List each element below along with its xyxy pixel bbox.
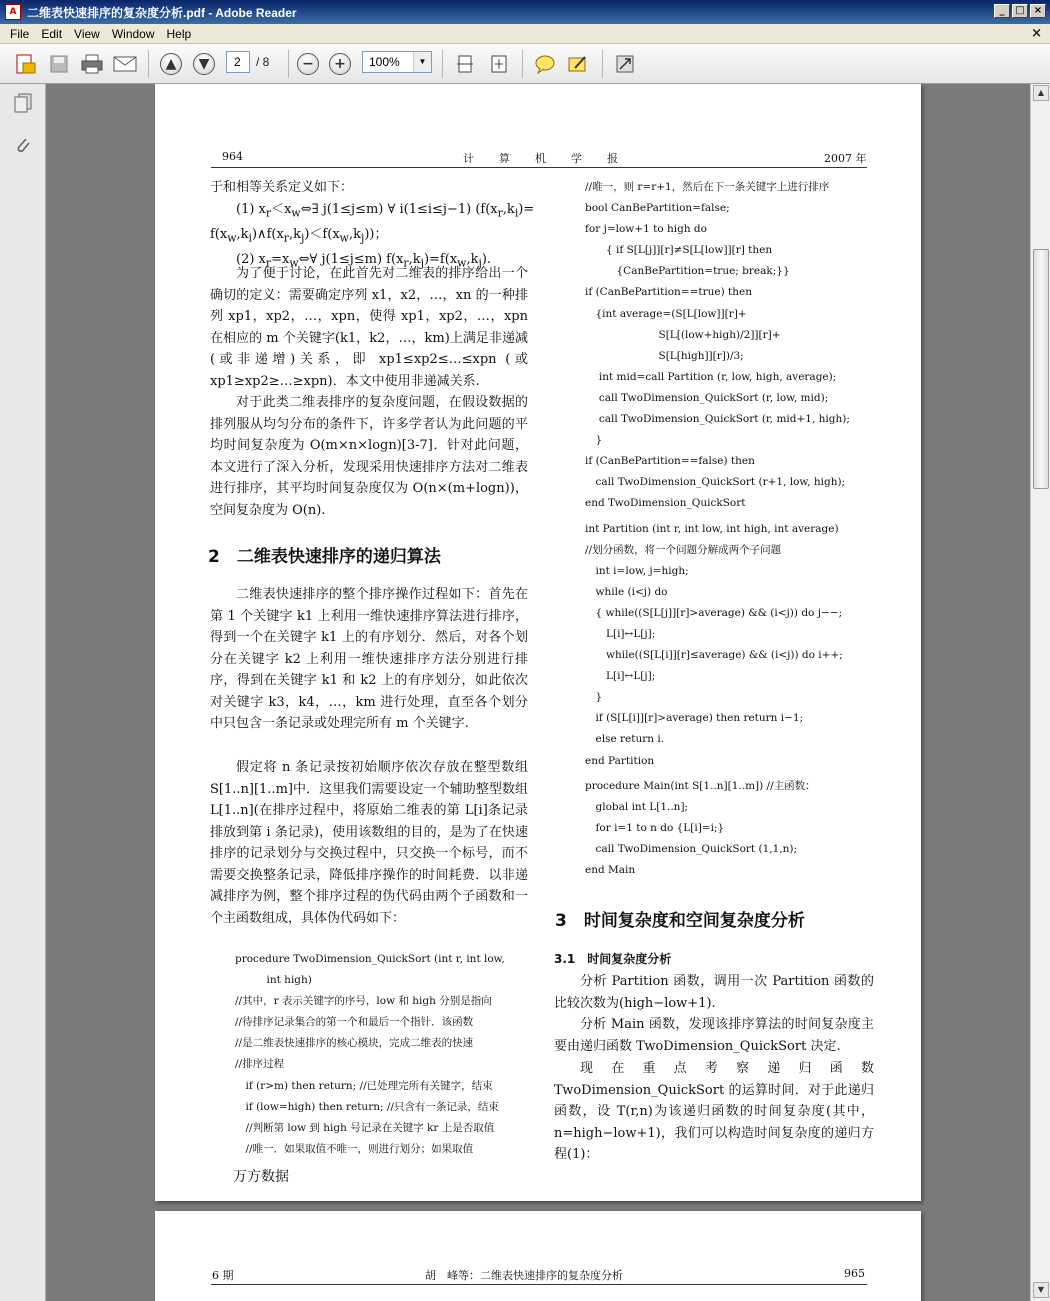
watermark: 万方数据 <box>233 1169 289 1185</box>
menu-window[interactable]: Window <box>111 26 155 41</box>
toolbar <box>0 44 1050 84</box>
code-line: //唯一．如果取值不唯一，则进行划分；如果取值 <box>235 1142 474 1155</box>
page-number-left: 964 <box>222 150 243 163</box>
paragraph: 假定将 n 条记录按初始顺序依次存放在整型数组 S[1..n][1..m]中．这里我们需要设定一个辅助整型数组 L[1..n](在排序过程中，将原始二维表的第 L[i]条记录排放到第 i 条记录)，使用该数组的目的，是为了在快速排序的记录划分与交换过程中，只交换一个标号，而不需要交换整条记录，降低排序操作的时间耗费．以非递减排序为例，整个排序过程的伪代码由两个子函数和一个主函数组成，具体伪代码如下： <box>210 760 528 926</box>
code-line: int mid=call Partition (r, low, high, average); <box>585 370 837 383</box>
code-line: if (r>m) then return; //已处理完所有关键字，结束 <box>235 1079 493 1092</box>
paragraph: 二维表快速排序的整个排序操作过程如下：首先在第 1 个关键字 k1 上利用一维快速排序算法进行排序，得到一个在关键字 k1 上的有序划分．然后，对各个划分在关键字 k2 上利用一维快速排序方法分别进行排序，得到在关键字 k1 和 k2 上的有序划分，如此依次对关键字 k3，k4，…，km 进行处理，直至各个划分中只包含一条记录或处理完所有 m 个关键字. <box>210 587 528 731</box>
menu-file[interactable]: File <box>10 26 30 41</box>
code-line: int high) <box>235 974 312 987</box>
code-line: call TwoDimension_QuickSort (1,1,n); <box>585 842 798 855</box>
navigation-pane <box>0 84 46 1301</box>
fit-page-icon[interactable] <box>486 52 512 76</box>
paragraph: 对于此类二维表排序的复杂度问题，在假设数据的排列服从均匀分布的条件下，许多学者认为此问题的平均时间复杂度为 O(m×n×logn)[3-7]．针对此问题，本文进行了深入分析，发现采用快速排序方法对二维表进行排序，其平均时间复杂度仅为 O(n×(m+logn))，空间复杂度为 O(n). <box>210 395 528 518</box>
code-line: if (CanBePartition==true) then <box>585 286 752 299</box>
code-line: //排序过程 <box>235 1058 285 1071</box>
print-icon[interactable] <box>79 52 105 76</box>
vertical-scrollbar[interactable] <box>1030 84 1050 1301</box>
pages-icon[interactable] <box>12 92 34 114</box>
issue-number: 6 期 <box>212 1269 234 1282</box>
code-line: { while((S[L[j]][r]>average) && (i<j)) do j−−; <box>585 606 843 619</box>
scroll-thumb[interactable] <box>1033 249 1049 489</box>
code-line: //其中，r 表示关键字的序号，low 和 high 分别是指向 <box>235 995 492 1008</box>
text-line: (2) $x_r=x_w\Leftrightarrow\forall$ j(1≤j≤m) $f(x_r,k_j)=f(x_w,k_j)$. <box>210 251 492 270</box>
code-line: for j=low+1 to high do <box>585 223 707 236</box>
fit-width-icon[interactable] <box>452 52 478 76</box>
page-number-right: 965 <box>844 1267 865 1280</box>
highlight-icon[interactable] <box>565 52 591 76</box>
zoom-select[interactable] <box>362 51 432 73</box>
code-line: call TwoDimension_QuickSort (r, low, mid); <box>585 391 829 404</box>
code-line: while((S[L[i]][r]≤average) && (i<j)) do i++; <box>585 649 843 662</box>
paragraph: 为了便于讨论，在此首先对二维表的排序给出一个确切的定义：需要确定序列 x1，x2，…，xn 的一种排列 xp1，xp2，…，xpn，使得 xp1，xp2，…，xpn 在相应的 m 个关键字(k1，k2，…，km)上满足非递减(或非递增)关系，即 xp1≤xp2≤…≤xpn (或 xp1≥xp2≥…≥xpn)．本文中使用非递减关系. <box>210 266 528 389</box>
code-line: S[L[high]][r])/3; <box>585 349 744 362</box>
code-line: } <box>585 691 603 704</box>
code-line: if (CanBePartition==false) then <box>585 455 755 468</box>
code-line: {CanBePartition=true; break;}} <box>585 265 790 278</box>
code-line: else return i. <box>585 733 665 746</box>
left-top-lines <box>210 177 535 274</box>
pdf-icon: A <box>5 4 21 20</box>
code-line: //判断第 low 到 high 号记录在关键字 kr 上是否取值 <box>235 1121 495 1134</box>
minimize-button[interactable]: _ <box>994 4 1010 18</box>
paragraph: 分析 Partition 函数，调用一次 Partition 函数的比较次数为(high−low+1). <box>554 974 874 1011</box>
text-line: 于和相等关系定义如下： <box>210 180 354 195</box>
email-icon[interactable] <box>112 52 138 76</box>
maximize-button[interactable]: □ <box>1012 4 1028 18</box>
code-line: //是二维表快速排序的核心模块，完成二维表的快速 <box>235 1037 474 1050</box>
close-button[interactable]: × <box>1030 4 1046 18</box>
menu-view[interactable]: View <box>74 26 100 41</box>
pdf-page-964 <box>155 84 921 1201</box>
journal-year: 2007 年 <box>824 152 867 165</box>
running-title: 胡 峰等：二维表快速排序的复杂度分析 <box>425 1269 623 1282</box>
journal-title: 计 算 机 学 报 <box>463 152 619 165</box>
code-line: call TwoDimension_QuickSort (r, mid+1, high); <box>585 413 850 426</box>
pdf-page-965 <box>155 1211 921 1301</box>
page-number-input[interactable]: 2 <box>226 51 250 73</box>
section-heading-2: 2 二维表快速排序的递归算法 <box>208 547 441 567</box>
menu-help[interactable]: Help <box>166 26 192 41</box>
code-line: while (i<j) do <box>585 585 668 598</box>
window-title: 二维表快速排序的复杂度分析.pdf - Adobe Reader <box>27 5 297 20</box>
code-line: L[i]↔L[j]; <box>585 670 656 683</box>
code-line: { if S[L[j]][r]≠S[L[low]][r] then <box>585 244 773 257</box>
zoom-value: 100% <box>369 55 400 69</box>
code-line: //待排序记录集合的第一个和最后一个指针．该函数 <box>235 1016 474 1029</box>
save-icon[interactable] <box>46 52 72 76</box>
text-line: $f(x_w,k_i)\wedge f(x_r,k_j)<f(x_w,k_j)$)； <box>210 226 388 245</box>
code-line: procedure TwoDimension_QuickSort (int r, int low, <box>235 953 505 965</box>
code-line: S[L[(low+high)/2]][r]+ <box>585 328 781 341</box>
paragraph: 现在重点考察递归函数 TwoDimension_QuickSort 的运算时间．对于此递归函数，设 T(r,n)为该递归函数的时间复杂度(其中，n=high−low+1)，我们可以构造时间复杂度的递归方程(1)： <box>554 1061 874 1162</box>
document-view[interactable] <box>46 84 1030 1301</box>
section-heading-3: 3 时间复杂度和空间复杂度分析 <box>555 911 805 931</box>
code-line: if (low=high) then return; //只含有一条记录，结束 <box>235 1100 499 1113</box>
scroll-up-icon[interactable]: ▲ <box>1033 85 1049 101</box>
code-line: } <box>585 434 603 447</box>
code-line: end Main <box>585 864 636 876</box>
subsection-heading-3-1: 3.1 时间复杂度分析 <box>554 952 672 966</box>
zoom-out-icon[interactable]: − <box>295 52 321 76</box>
code-block-right <box>585 177 850 881</box>
menu-edit[interactable]: Edit <box>41 26 63 41</box>
code-line: int i=low, j=high; <box>585 564 689 577</box>
comment-icon[interactable] <box>532 52 558 76</box>
scroll-down-icon[interactable]: ▼ <box>1033 1282 1049 1298</box>
code-line: bool CanBePartition=false; <box>585 202 730 215</box>
text-line: (1) $x_r<x_w\Leftrightarrow\exists$ j(1≤j≤m) ∀ i(1≤i≤j−1) ($f(x_r,k_i)=$ <box>210 201 535 220</box>
paragraph: 分析 Main 函数，发现该排序算法的时间复杂度主要由递归函数 TwoDimension_QuickSort 决定. <box>554 1017 874 1054</box>
code-line: if (S[L[i]][r]>average) then return i−1; <box>585 712 804 725</box>
zoom-in-icon[interactable]: + <box>327 52 353 76</box>
next-page-icon[interactable]: ▼ <box>191 52 217 76</box>
code-line: end TwoDimension_QuickSort <box>585 497 746 510</box>
code-line: int Partition (int r, int low, int high, int average) <box>585 522 839 535</box>
create-pdf-icon[interactable] <box>12 52 38 76</box>
code-line: procedure Main(int S[1..n][1..m]) //主函数： <box>585 779 816 792</box>
code-line: //唯一，则 r=r+1，然后在下一条关键字上进行排序 <box>585 181 830 193</box>
code-block-left <box>235 949 505 1160</box>
code-line: call TwoDimension_QuickSort (r+1, low, high); <box>585 476 846 489</box>
code-line: end Partition <box>585 754 655 767</box>
attachments-icon[interactable] <box>12 134 34 156</box>
code-line: {int average=(S[L[low]][r]+ <box>585 307 747 320</box>
code-line: L[i]↔L[j]; <box>585 627 656 640</box>
full-screen-icon[interactable] <box>612 52 638 76</box>
code-line: global int L[1..n]; <box>585 800 689 813</box>
code-line: //划分函数，将一个问题分解成两个子问题 <box>585 543 782 556</box>
title-bar <box>0 0 1050 24</box>
previous-page-icon[interactable]: ▲ <box>158 52 184 76</box>
menu-bar <box>0 24 1050 44</box>
page-count: / 8 <box>256 55 270 69</box>
chevron-down-icon[interactable]: ▼ <box>413 52 431 72</box>
document-close-icon[interactable]: × <box>1031 26 1042 41</box>
code-line: for i=1 to n do {L[i]=i;} <box>585 821 725 834</box>
